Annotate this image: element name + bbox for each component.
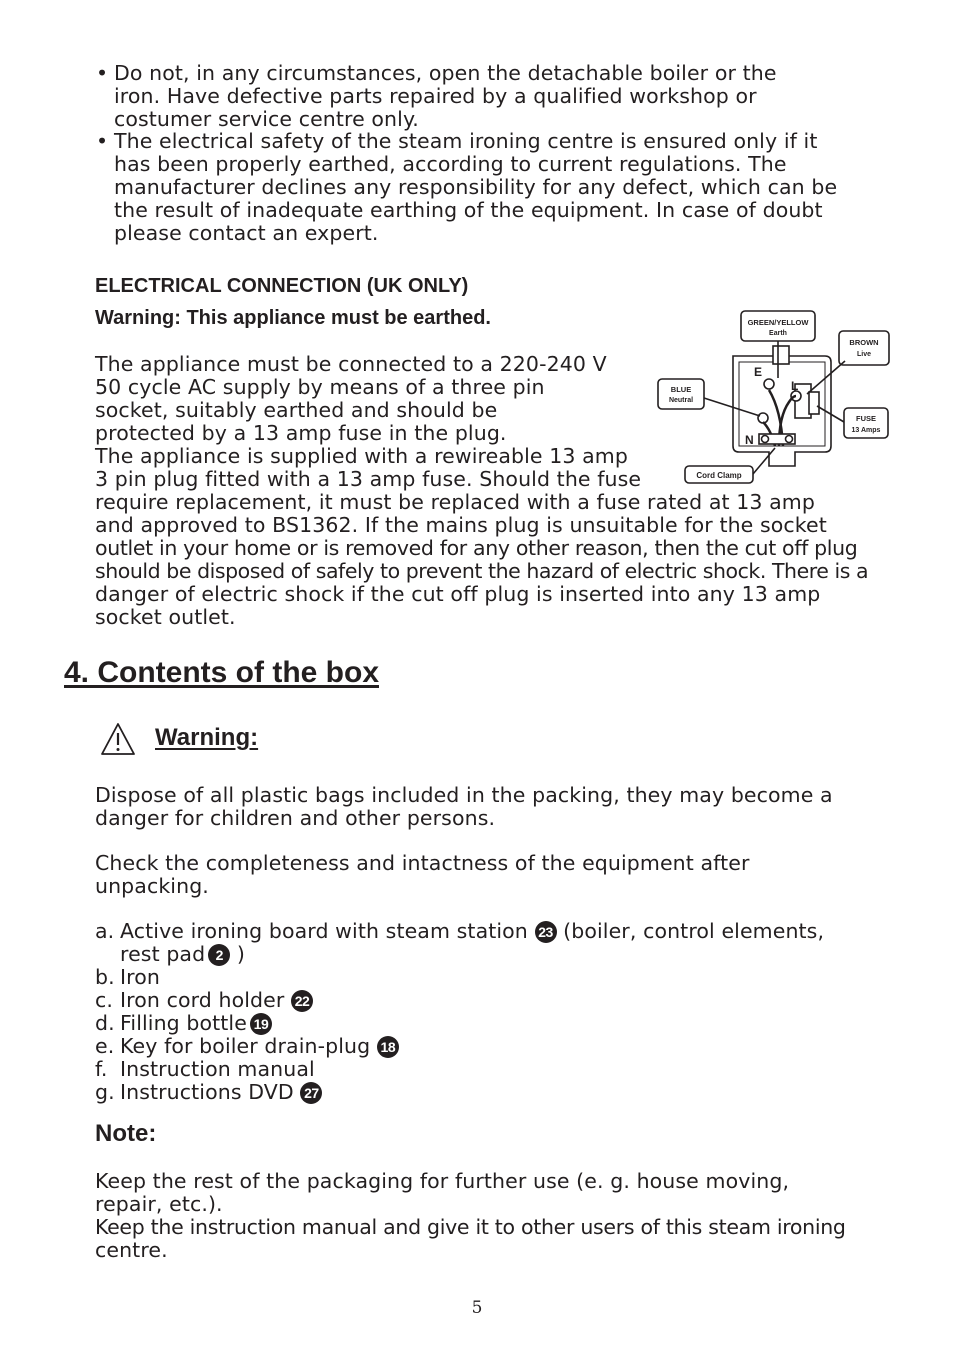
item-text: rest pad [120,942,206,966]
earthed-warning: Warning: This appliance must be earthed. [95,307,491,329]
terminal-letter-e: E [754,365,763,379]
item-text: Filling bottle [120,1011,247,1035]
bullet-line: iron. Have defective parts repaired by a qualified workshop or [114,84,757,108]
safety-bullet-1 [96,62,896,131]
item-letter: a. [95,919,115,943]
text-line: Dispose of all plastic bags included in the packing, they may become a [95,783,833,807]
item-text: Key for boiler drain-plug [120,1034,371,1058]
item-letter: b. [95,965,115,989]
text-line: 50 cycle AC supply by means of a three pin [95,375,545,399]
list-item [95,1058,824,1081]
bullet-marker: • [96,129,109,153]
neutral-sub-label: Neutral [668,397,694,404]
bullet-line: manufacturer declines any responsibility for any defect, which can be [114,175,838,199]
bullet-line: Do not, in any circumstances, open the detachable boiler or the [114,61,777,85]
item-text: ) [236,942,245,966]
text-line: socket, suitably earthed and should be [95,398,498,422]
text-line: socket outlet. [95,605,236,629]
fuse-label: FUSE [855,414,877,423]
text-line: repair, etc.). [95,1192,223,1216]
fuse-sub-label: 13 Amps [851,427,881,434]
item-letter: f. [95,1057,108,1081]
plug-wiring-diagram [655,306,891,488]
item-text: (boiler, control elements, [563,919,825,943]
item-text: Iron [120,965,160,989]
text-line: The appliance must be connected to a 220-240 V [95,352,607,376]
warning-triangle-icon [100,722,136,756]
text-line: should be disposed of safely to prevent the hazard of electric shock. There is a [95,559,869,583]
bullet-line: please contact an expert. [114,221,379,245]
text-line: outlet in your home or is removed for any other reason, then the cut off plug [95,536,858,560]
live-label: BROWN [849,338,879,347]
text-line: The appliance is supplied with a rewireable 13 amp [95,444,628,468]
bullet-line: The electrical safety of the steam ironing centre is ensured only if it [114,129,818,153]
part-number-badge: 23 [535,921,557,943]
warning-paragraph [95,784,833,830]
part-number-badge: 22 [291,990,313,1012]
check-paragraph [95,852,750,898]
bullet-marker: • [96,61,109,85]
item-letter: d. [95,1011,115,1035]
text-line: unpacking. [95,874,209,898]
bullet-line: the result of inadequate earthing of the equipment. In case of doubt [114,198,823,222]
text-line: Keep the rest of the packaging for further use (e. g. house moving, [95,1169,790,1193]
terminal-letter-n: N [745,433,754,447]
text-line: require replacement, it must be replaced with a fuse rated at 13 amp [95,490,815,514]
text-line: Keep the instruction manual and give it to other users of this steam ironing [95,1215,846,1239]
electrical-heading: ELECTRICAL CONNECTION (UK ONLY) [95,275,469,297]
page-number: 5 [471,1298,483,1318]
list-item [95,966,824,989]
part-number-badge: 19 [250,1013,272,1035]
item-text: Active ironing board with steam station [120,919,528,943]
item-text: Instruction manual [120,1057,315,1081]
bullet-line: costumer service centre only. [114,107,419,131]
list-item [95,1012,824,1035]
item-letter: c. [95,988,113,1012]
list-item [95,1081,824,1104]
item-letter: g. [95,1080,115,1104]
part-number-badge: 18 [377,1036,399,1058]
note-paragraph [95,1170,846,1262]
list-item [95,920,824,966]
item-text: Instructions DVD [120,1080,294,1104]
neutral-label: BLUE [670,385,692,394]
earth-sub-label: Earth [769,330,787,337]
terminal-letter-l: L [791,379,799,393]
text-line: danger for children and other persons. [95,806,496,830]
part-number-badge: 2 [208,944,230,966]
text-line: 3 pin plug fitted with a 13 amp fuse. Should the fuse [95,467,642,491]
text-line: centre. [95,1238,168,1262]
section-title: 4. Contents of the box [64,656,379,689]
item-letter: e. [95,1034,115,1058]
text-line: danger of electric shock if the cut off plug is inserted into any 13 amp [95,582,821,606]
list-item [95,1035,824,1058]
text-line: Check the completeness and intactness of the equipment after [95,851,750,875]
list-item [95,989,824,1012]
text-line: and approved to BS1362. If the mains plug is unsuitable for the socket [95,513,827,537]
cord-clamp-label: Cord Clamp [696,471,742,480]
earth-label: GREEN/YELLOW [747,318,809,327]
text-line: protected by a 13 amp fuse in the plug. [95,421,507,445]
item-text: Iron cord holder [120,988,285,1012]
note-title: Note: [95,1120,157,1147]
part-number-badge: 27 [300,1082,322,1104]
warning-title: Warning: [155,724,259,751]
safety-bullet-2 [96,130,896,245]
contents-list [95,920,824,1104]
live-sub-label: Live [856,351,872,358]
bullet-line: has been properly earthed, according to current regulations. The [114,152,787,176]
